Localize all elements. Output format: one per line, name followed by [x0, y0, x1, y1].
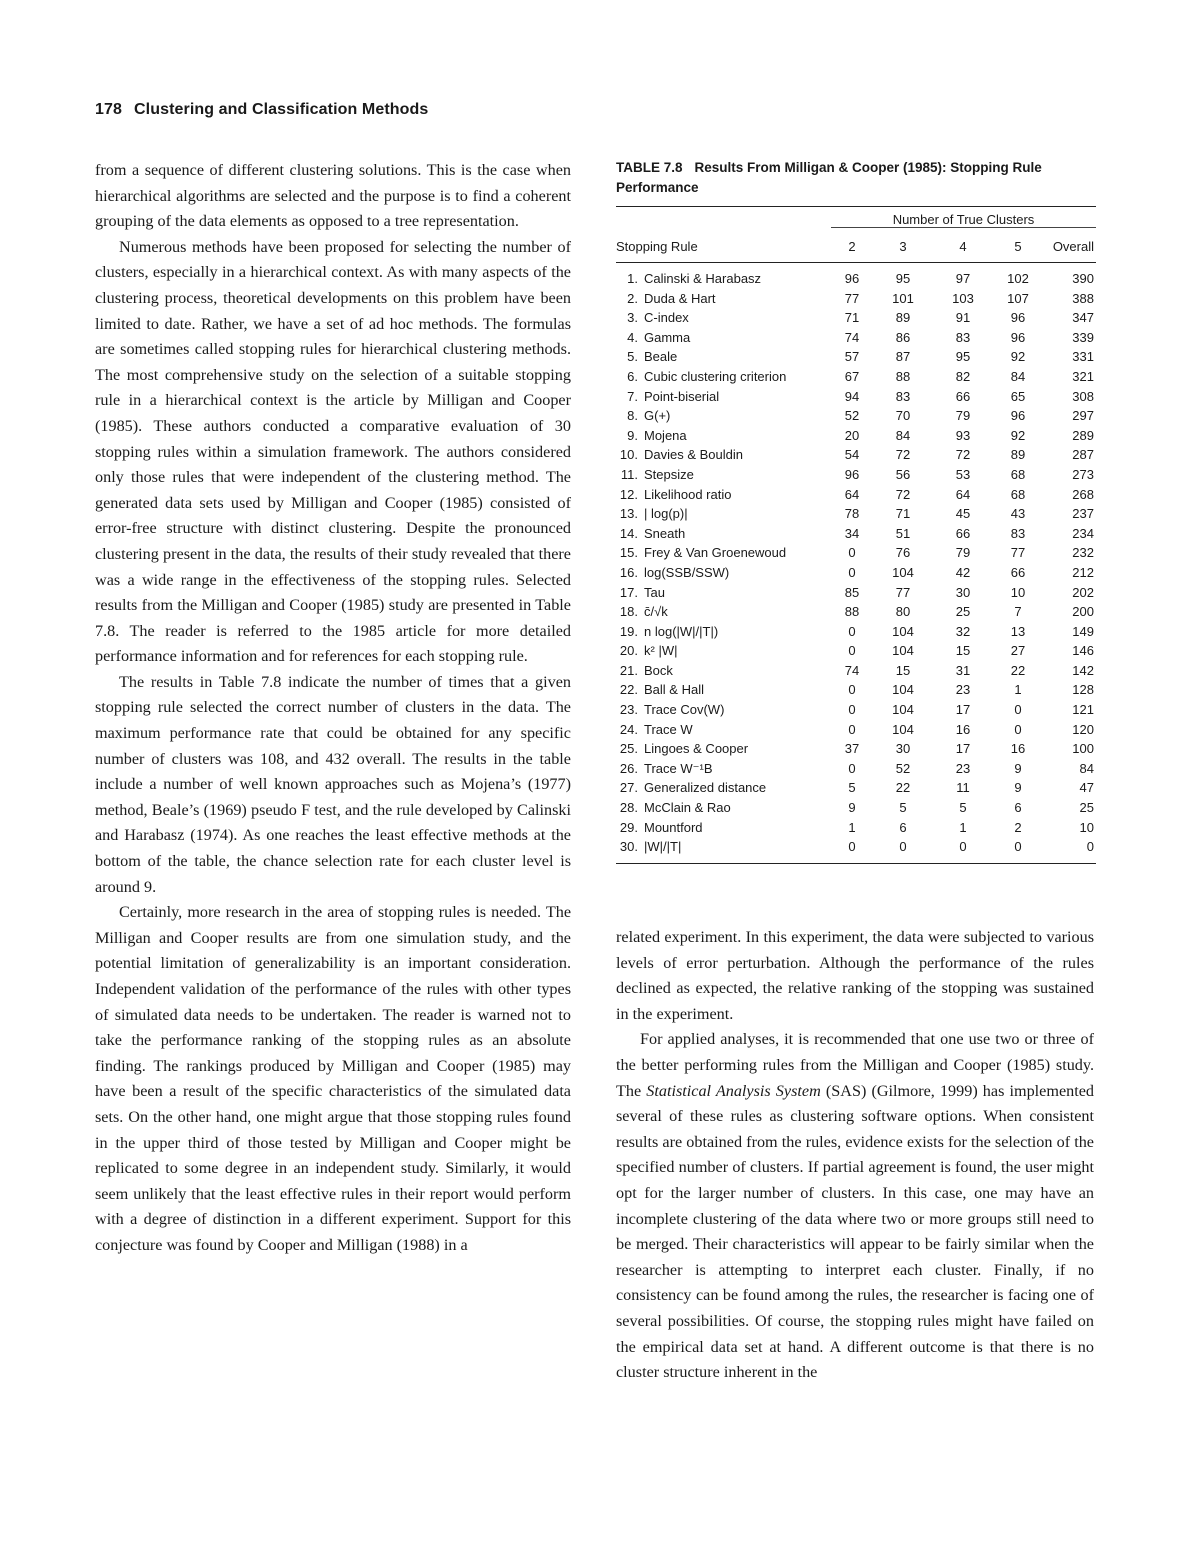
count-cell: 22 — [895, 780, 911, 796]
table-row — [616, 622, 1096, 642]
rule-index: 24. — [619, 721, 638, 737]
text-run: (SAS) (Gilmore, 1999) has implemented several of these rules as clustering software options. When consistent results are obtained from the rules, evidence exists for the selection of the specified number of clusters. If partial agreement is found, the user might opt for the larger number of clusters. In this case, one may have an incomplete clustering of the data where two or more groups still need to be merged. Their characteristics will appear to be fairly similar when the researcher is attempting to interpret each cluster. Finally, if no consistency can be found among the rules, the researcher is facing one of several possibilities. Of course, the stopping rules might have failed on the empirical data set at hand. A different outcome is that there is no cluster structure inherent in the — [616, 1081, 1095, 1382]
rule-name: Beale — [644, 349, 678, 365]
rule-name: Ball & Hall — [644, 682, 704, 698]
rule-name-cell — [616, 778, 831, 798]
overall-cell: 121 — [1072, 702, 1094, 718]
rule-name-cell — [616, 485, 831, 505]
count-cell: 80 — [895, 604, 911, 620]
count-cell: 9 — [848, 800, 856, 816]
rule-name-cell — [616, 661, 831, 681]
overall-cell: 339 — [1072, 329, 1094, 345]
count-cell: 9 — [1014, 780, 1022, 796]
rule-name: C-index — [644, 310, 689, 326]
count-cell: 23 — [955, 682, 971, 698]
count-cell: 79 — [955, 545, 971, 561]
count-cell: 42 — [955, 564, 971, 580]
count-cell: 96 — [1010, 310, 1026, 326]
count-cell: 1 — [1014, 682, 1022, 698]
rule-name-cell — [616, 759, 831, 779]
count-cell: 104 — [892, 721, 914, 737]
count-cell: 74 — [844, 662, 860, 678]
overall-cell: 200 — [1072, 604, 1094, 620]
page-number: 178 — [95, 101, 122, 118]
right-column — [616, 925, 1094, 1386]
count-cell: 104 — [892, 702, 914, 718]
rule-index: 8. — [627, 408, 638, 424]
overall-cell: 232 — [1072, 545, 1094, 561]
count-cell: 79 — [955, 408, 971, 424]
count-cell: 96 — [844, 271, 860, 286]
count-cell: 0 — [848, 623, 856, 639]
rule-name: McClain & Rao — [644, 800, 731, 816]
count-cell: 72 — [955, 447, 971, 463]
table-row — [616, 308, 1096, 328]
count-cell: 0 — [933, 837, 993, 863]
rule-name-cell — [616, 289, 831, 309]
table-row — [616, 818, 1096, 838]
rule-index: 7. — [627, 388, 638, 404]
count-cell: 6 — [1014, 800, 1022, 816]
overall-cell: 84 — [1079, 760, 1094, 776]
count-cell: 65 — [1010, 388, 1026, 404]
column-header: Overall — [1043, 232, 1096, 263]
table-label: TABLE 7.8 — [616, 160, 683, 175]
count-cell: 93 — [955, 427, 971, 443]
italic-title: Statistical Analysis System — [646, 1081, 821, 1100]
count-cell: 1 — [848, 819, 856, 835]
count-cell: 0 — [848, 643, 856, 659]
count-cell: 16 — [1010, 741, 1026, 757]
count-cell: 30 — [955, 584, 971, 600]
count-cell: 83 — [955, 329, 971, 345]
rule-index: 29. — [619, 819, 638, 835]
table-row — [616, 563, 1096, 583]
rule-name-cell — [616, 367, 831, 387]
table-row — [616, 602, 1096, 622]
count-cell: 0 — [848, 564, 856, 580]
rule-name: Point-biserial — [644, 388, 720, 404]
rule-index: 6. — [627, 368, 638, 384]
table-row — [616, 445, 1096, 465]
rule-index: 18. — [619, 604, 638, 620]
overall-cell: 234 — [1072, 525, 1094, 541]
rule-name: log(SSB/SSW) — [644, 564, 730, 580]
count-cell: 103 — [952, 290, 974, 306]
count-cell: 89 — [1010, 447, 1026, 463]
table-row — [616, 504, 1096, 524]
rule-name: |W|/|T| — [644, 839, 682, 855]
count-cell: 66 — [955, 388, 971, 404]
rule-name: Sneath — [644, 525, 686, 541]
overall-cell: 212 — [1072, 564, 1094, 580]
overall-cell: 120 — [1072, 721, 1094, 737]
count-cell: 6 — [899, 819, 907, 835]
rule-name-cell — [616, 739, 831, 759]
table-row — [616, 543, 1096, 563]
rule-index: 22. — [619, 682, 638, 698]
count-cell: 77 — [1010, 545, 1026, 561]
table-row — [616, 426, 1096, 446]
rule-name: Calinski & Harabasz — [644, 271, 762, 286]
overall-cell: 142 — [1072, 662, 1094, 678]
count-cell: 17 — [955, 702, 971, 718]
count-cell: 70 — [895, 408, 911, 424]
count-cell: 13 — [1010, 623, 1026, 639]
body-paragraph: from a sequence of different clustering solutions. This is the case when hierarchical algorithms are selected and the purpose is to find a coherent grouping of the data elements as opposed to a tree representation. — [95, 161, 571, 231]
rule-index: 25. — [619, 741, 638, 757]
rule-name: Duda & Hart — [644, 290, 716, 306]
count-cell: 64 — [955, 486, 971, 502]
rule-index: 11. — [620, 466, 638, 482]
rule-name-cell — [616, 837, 831, 863]
table-row — [616, 778, 1096, 798]
overall-cell: 10 — [1079, 819, 1094, 835]
rule-name-cell — [616, 720, 831, 740]
table-caption — [616, 158, 1096, 207]
count-cell: 96 — [844, 466, 860, 482]
count-cell: 54 — [844, 447, 860, 463]
table-row — [616, 367, 1096, 387]
count-cell: 97 — [955, 271, 971, 286]
rule-index: 2. — [627, 290, 638, 306]
rule-index: 14. — [619, 525, 638, 541]
count-cell: 72 — [895, 447, 911, 463]
rule-name: Generalized distance — [644, 780, 767, 796]
text-run: For applied analyses, it is recommended that one use two or three of the better performing rules from the Milligan and Cooper (1985) study. The — [616, 1030, 1094, 1100]
count-cell: 71 — [844, 310, 860, 326]
count-cell: 74 — [844, 329, 860, 345]
overall-cell: 331 — [1072, 349, 1094, 365]
column-spanner — [831, 207, 1096, 232]
rule-name-cell — [616, 602, 831, 622]
rule-index: 27. — [619, 780, 638, 796]
rule-index: 10. — [619, 447, 638, 463]
count-cell: 104 — [892, 623, 914, 639]
count-cell: 56 — [895, 466, 911, 482]
count-cell: 52 — [844, 408, 860, 424]
rule-index: 17. — [619, 584, 638, 600]
count-cell: 107 — [1007, 290, 1029, 306]
overall-cell: 273 — [1072, 466, 1094, 482]
count-cell: 0 — [848, 760, 856, 776]
count-cell: 37 — [844, 741, 860, 757]
column-header: Stopping Rule — [616, 232, 831, 263]
rule-name-cell — [616, 622, 831, 642]
rule-name: Trace W — [644, 721, 693, 737]
rule-name-cell — [616, 818, 831, 838]
count-cell: 88 — [844, 604, 860, 620]
count-cell: 16 — [955, 721, 971, 737]
count-cell: 32 — [955, 623, 971, 639]
count-cell: 5 — [899, 800, 907, 816]
count-cell: 96 — [1010, 329, 1026, 345]
rule-name: Cubic clustering criterion — [644, 368, 787, 384]
table-row — [616, 798, 1096, 818]
rule-name-cell — [616, 387, 831, 407]
rule-name: Lingoes & Cooper — [644, 741, 749, 757]
table-row — [616, 661, 1096, 681]
rule-index: 13. — [619, 506, 638, 522]
rule-name-cell — [616, 465, 831, 485]
count-cell: 5 — [959, 800, 967, 816]
overall-cell: 237 — [1072, 506, 1094, 522]
count-cell: 0 — [848, 682, 856, 698]
count-cell: 45 — [955, 506, 971, 522]
count-cell: 68 — [1010, 466, 1026, 482]
rule-name: Mojena — [644, 427, 687, 443]
count-cell: 83 — [895, 388, 911, 404]
table-row — [616, 485, 1096, 505]
count-cell: 104 — [892, 643, 914, 659]
count-cell: 76 — [895, 545, 911, 561]
rule-index: 23. — [619, 702, 638, 718]
overall-cell: 287 — [1072, 447, 1094, 463]
overall-cell: 47 — [1079, 780, 1094, 796]
count-cell: 84 — [1010, 368, 1026, 384]
count-cell: 104 — [892, 564, 914, 580]
count-cell: 87 — [895, 349, 911, 365]
rule-name: Gamma — [644, 329, 691, 345]
rule-name-cell — [616, 543, 831, 563]
rule-name: G(+) — [644, 408, 671, 424]
rule-index: 4. — [627, 329, 638, 345]
column-header: 2 — [831, 232, 873, 263]
count-cell: 78 — [844, 506, 860, 522]
count-cell: 0 — [1014, 721, 1022, 737]
count-cell: 67 — [844, 368, 860, 384]
rule-index: 5. — [627, 349, 638, 365]
count-cell: 15 — [955, 643, 971, 659]
count-cell: 27 — [1010, 643, 1026, 659]
rule-name: Stepsize — [644, 466, 694, 482]
count-cell: 68 — [1010, 486, 1026, 502]
rule-name-cell — [616, 406, 831, 426]
count-cell: 82 — [955, 368, 971, 384]
count-cell: 57 — [844, 349, 860, 365]
overall-cell: 25 — [1079, 800, 1094, 816]
body-paragraph: related experiment. In this experiment, the data were subjected to various levels of error perturbation. Although the performance of the rules declined as expected, the relative ranking of the stopping was sustained in the experiment. — [616, 928, 1094, 1023]
rule-index: 26. — [619, 760, 638, 776]
rule-name-cell — [616, 328, 831, 348]
rule-index: 15. — [619, 545, 638, 561]
overall-cell: 0 — [1043, 837, 1096, 863]
count-cell: 1 — [959, 819, 967, 835]
rule-name-cell — [616, 798, 831, 818]
rule-index: 20. — [619, 643, 638, 659]
rule-index: 3. — [627, 310, 638, 326]
count-cell: 95 — [955, 349, 971, 365]
count-cell: 0 — [848, 702, 856, 718]
count-cell: 94 — [844, 388, 860, 404]
body-paragraph: Numerous methods have been proposed for selecting the number of clusters, especially in a hierarchical context. As with many aspects of the clustering process, theoretical developments on this problem have been limited to date. Rather, we have a set of ad hoc methods. The formulas are sometimes called stopping rules for hierarchical clustering methods. The most comprehensive study on the selection of a suitable stopping rule in a hierarchical context is the article by Milligan and Cooper (1985). These authors conducted a comparative evaluation of 30 stopping rules within a simulation framework. The authors considered only those rules that were independent of the clustering method. The generated data sets used by Milligan and Cooper (1985) consisted of error-free structure with distinct clustering. Despite the pronounced clustering present in the data, the results of their study revealed that there was a wide range in the effectiveness of the stopping rules. Selected results from the Milligan and Cooper (1985) study are presented in Table 7.8. The reader is referred to the 1985 article for more detailed performance information and for references for each stopping rule. — [95, 237, 571, 666]
rule-name-cell — [616, 263, 831, 289]
count-cell: 102 — [1007, 271, 1029, 286]
rule-name-cell — [616, 524, 831, 544]
rule-index: 16. — [619, 564, 638, 580]
count-cell: 92 — [1010, 349, 1026, 365]
rule-index: 1. — [627, 271, 638, 286]
running-head — [95, 101, 428, 119]
table-row — [616, 837, 1096, 863]
count-cell: 23 — [955, 760, 971, 776]
count-cell: 96 — [1010, 408, 1026, 424]
overall-cell: 146 — [1072, 643, 1094, 659]
count-cell: 0 — [1014, 702, 1022, 718]
rule-name: Frey & Van Groenewoud — [644, 545, 787, 561]
count-cell: 71 — [895, 506, 911, 522]
table-row — [616, 680, 1096, 700]
table-row — [616, 328, 1096, 348]
count-cell: 17 — [955, 741, 971, 757]
count-cell: 10 — [1010, 584, 1026, 600]
count-cell: 85 — [844, 584, 860, 600]
table-row — [616, 387, 1096, 407]
count-cell: 95 — [895, 271, 911, 286]
rule-index: 28. — [619, 800, 638, 816]
rule-name-cell — [616, 583, 831, 603]
count-cell: 104 — [892, 682, 914, 698]
rule-index: 12. — [619, 486, 638, 502]
table-row — [616, 347, 1096, 367]
count-cell: 101 — [892, 290, 914, 306]
count-cell: 88 — [895, 368, 911, 384]
count-cell: 52 — [895, 760, 911, 776]
rule-name: Trace Cov(W) — [644, 702, 725, 718]
rule-name-cell — [616, 563, 831, 583]
count-cell: 51 — [895, 525, 911, 541]
rule-name: Bock — [644, 662, 673, 678]
table-row — [616, 583, 1096, 603]
rule-name: Trace W⁻¹B — [644, 760, 713, 776]
overall-cell: 347 — [1072, 310, 1094, 326]
count-cell: 43 — [1010, 506, 1026, 522]
count-cell: 0 — [993, 837, 1043, 863]
count-cell: 7 — [1014, 604, 1022, 620]
count-cell: 22 — [1010, 662, 1026, 678]
rule-name-cell — [616, 347, 831, 367]
table-row — [616, 700, 1096, 720]
overall-cell: 321 — [1072, 368, 1094, 384]
count-cell: 0 — [831, 837, 873, 863]
count-cell: 31 — [955, 662, 971, 678]
count-cell: 64 — [844, 486, 860, 502]
count-cell: 0 — [848, 721, 856, 737]
count-cell: 66 — [1010, 564, 1026, 580]
rule-name: k² |W| — [644, 643, 678, 659]
count-cell: 91 — [955, 310, 971, 326]
rule-name-cell — [616, 680, 831, 700]
body-paragraph — [616, 1027, 1094, 1385]
count-cell: 0 — [848, 545, 856, 561]
rule-index: 30. — [619, 839, 638, 855]
count-cell: 77 — [895, 584, 911, 600]
count-cell: 15 — [895, 662, 911, 678]
column-header: 3 — [873, 232, 933, 263]
table-row — [616, 739, 1096, 759]
overall-cell: 289 — [1072, 427, 1094, 443]
spanner-label: Number of True Clusters — [831, 212, 1096, 228]
stopping-rule-table — [616, 207, 1096, 864]
overall-cell: 268 — [1072, 486, 1094, 502]
column-header: 5 — [993, 232, 1043, 263]
rule-name-cell — [616, 426, 831, 446]
overall-cell: 202 — [1072, 584, 1094, 600]
table-row — [616, 406, 1096, 426]
rule-name-cell — [616, 445, 831, 465]
count-cell: 34 — [844, 525, 860, 541]
rule-name: Davies & Bouldin — [644, 447, 743, 463]
table-caption-text: Results From Milligan & Cooper (1985): Stopping Rule Performance — [616, 160, 1042, 195]
table-row — [616, 289, 1096, 309]
body-paragraph: The results in Table 7.8 indicate the number of times that a given stopping rule selected the correct number of clusters in the data. The maximum performance rate that could be obtained for any specific number of clusters was 108, and 432 overall. The results in the table include a number of well known approaches such as Mojena’s (1977) method, Beale’s (1969) pseudo F test, and the rule developed by Calinski and Harabasz (1974). As one reaches the least effective methods at the bottom of the table, the chance selection rate for each cluster level is around 9. — [95, 672, 571, 896]
overall-cell: 297 — [1072, 408, 1094, 424]
rule-name-cell — [616, 700, 831, 720]
column-header: 4 — [933, 232, 993, 263]
count-cell: 86 — [895, 329, 911, 345]
overall-cell: 388 — [1072, 290, 1094, 306]
overall-cell: 128 — [1072, 682, 1094, 698]
rule-name: Likelihood ratio — [644, 486, 732, 502]
overall-cell: 308 — [1072, 388, 1094, 404]
count-cell: 20 — [844, 427, 860, 443]
rule-name-cell — [616, 504, 831, 524]
rule-name-cell — [616, 308, 831, 328]
left-column — [95, 158, 571, 1259]
count-cell: 89 — [895, 310, 911, 326]
table-row — [616, 524, 1096, 544]
overall-cell: 390 — [1072, 271, 1094, 286]
rule-index: 9. — [627, 427, 638, 443]
count-cell: 25 — [955, 604, 971, 620]
table-7-8 — [616, 158, 1096, 864]
count-cell: 2 — [1014, 819, 1022, 835]
table-row — [616, 759, 1096, 779]
count-cell: 9 — [1014, 760, 1022, 776]
count-cell: 0 — [873, 837, 933, 863]
table-row — [616, 465, 1096, 485]
rule-name-cell — [616, 641, 831, 661]
overall-cell: 149 — [1072, 623, 1094, 639]
rule-index: 21. — [619, 662, 638, 678]
count-cell: 83 — [1010, 525, 1026, 541]
rule-name: Mountford — [644, 819, 703, 835]
count-cell: 5 — [848, 780, 856, 796]
table-row — [616, 641, 1096, 661]
count-cell: 72 — [895, 486, 911, 502]
body-paragraph: Certainly, more research in the area of stopping rules is needed. The Milligan and Cooper results are from one simulation study, and the potential limitation of generalizability is an important consideration. Independent validation of the performance of the rules with other types of simulated data needs to be undertaken. The reader is warned not to take the performance ranking of the stopping rules as an absolute finding. The rankings produced by Milligan and Cooper (1985) may have been a result of the specific characteristics of the simulated data sets. On the other hand, one might argue that those stopping rules found in the upper third of those tested by Milligan and Cooper might be replicated to some degree in an independent study. Similarly, it would seem unlikely that the least effective rules in their report would perform with a degree of distinction in a different experiment. Support for this conjecture was found by Cooper and Milligan (1988) in a — [95, 903, 571, 1254]
count-cell: 77 — [844, 290, 860, 306]
rule-name: Tau — [644, 584, 665, 600]
rule-name: n log(|W|/|T|) — [644, 623, 719, 639]
count-cell: 92 — [1010, 427, 1026, 443]
table-row — [616, 263, 1096, 289]
count-cell: 84 — [895, 427, 911, 443]
rule-index: 19. — [619, 623, 638, 639]
overall-cell: 100 — [1072, 741, 1094, 757]
count-cell: 53 — [955, 466, 971, 482]
table-row — [616, 720, 1096, 740]
count-cell: 66 — [955, 525, 971, 541]
running-title: Clustering and Classification Methods — [134, 101, 429, 118]
rule-name: | log(p)| — [644, 506, 688, 522]
count-cell: 30 — [895, 741, 911, 757]
count-cell: 11 — [956, 780, 970, 796]
rule-name: c̄/√k — [644, 604, 668, 620]
